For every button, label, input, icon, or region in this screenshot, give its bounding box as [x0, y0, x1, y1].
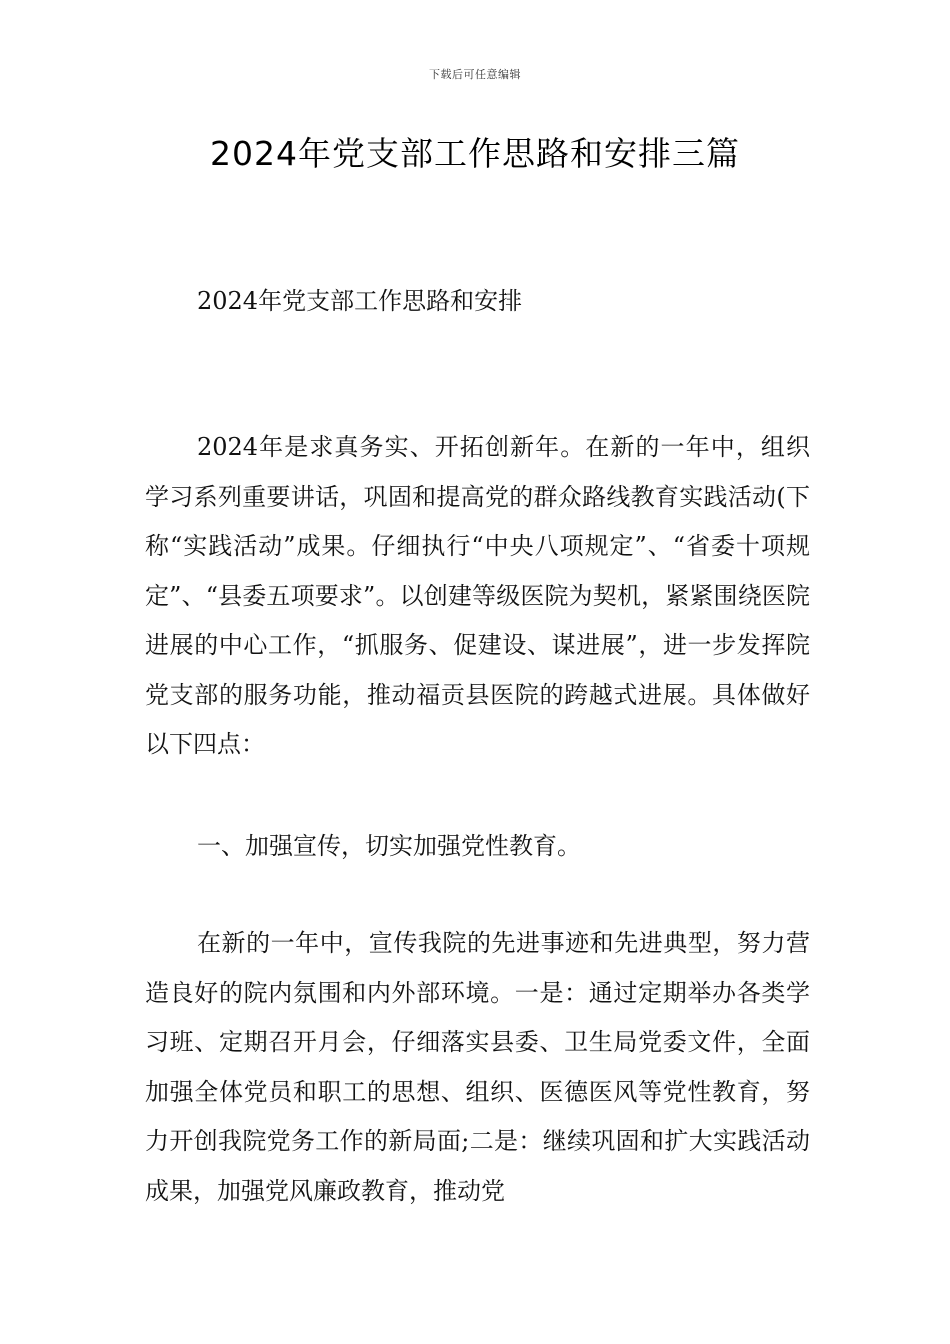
page-title: 2024年党支部工作思路和安排三篇	[210, 134, 740, 173]
section-one-paragraph: 在新的一年中，宣传我院的先进事迹和先进典型，努力营造良好的院内氛围和内外部环境。一是：通过定期举办各类学习班、定期召开月会，仔细落实县委、卫生局党委文件，全面加强全体党员和职工的思想、组织、医德医风等党性教育，努力开创我院党务工作的新局面;二是：继续巩固和扩大实践活动成果，加强党风廉政教育，推动党	[145, 929, 810, 1205]
header-note: 下载后可任意编辑	[429, 68, 521, 81]
intro-paragraph: 2024年是求真务实、开拓创新年。在新的一年中，组织学习系列重要讲话，巩固和提高党的群众路线教育实践活动(下称“实践活动”成果。仔细执行“中央八项规定”、“省委十项规定”、“县委五项要求”。以创建等级医院为契机，紧紧围绕医院进展的中心工作，“抓服务、促建设、谋进展”，进一步发挥院党支部的服务功能，推动福贡县医院的跨越式进展。具体做好以下四点：	[145, 433, 810, 758]
document-subtitle: 2024年党支部工作思路和安排	[197, 287, 523, 315]
section-one-heading: 一、加强宣传，切实加强党性教育。	[197, 832, 581, 860]
